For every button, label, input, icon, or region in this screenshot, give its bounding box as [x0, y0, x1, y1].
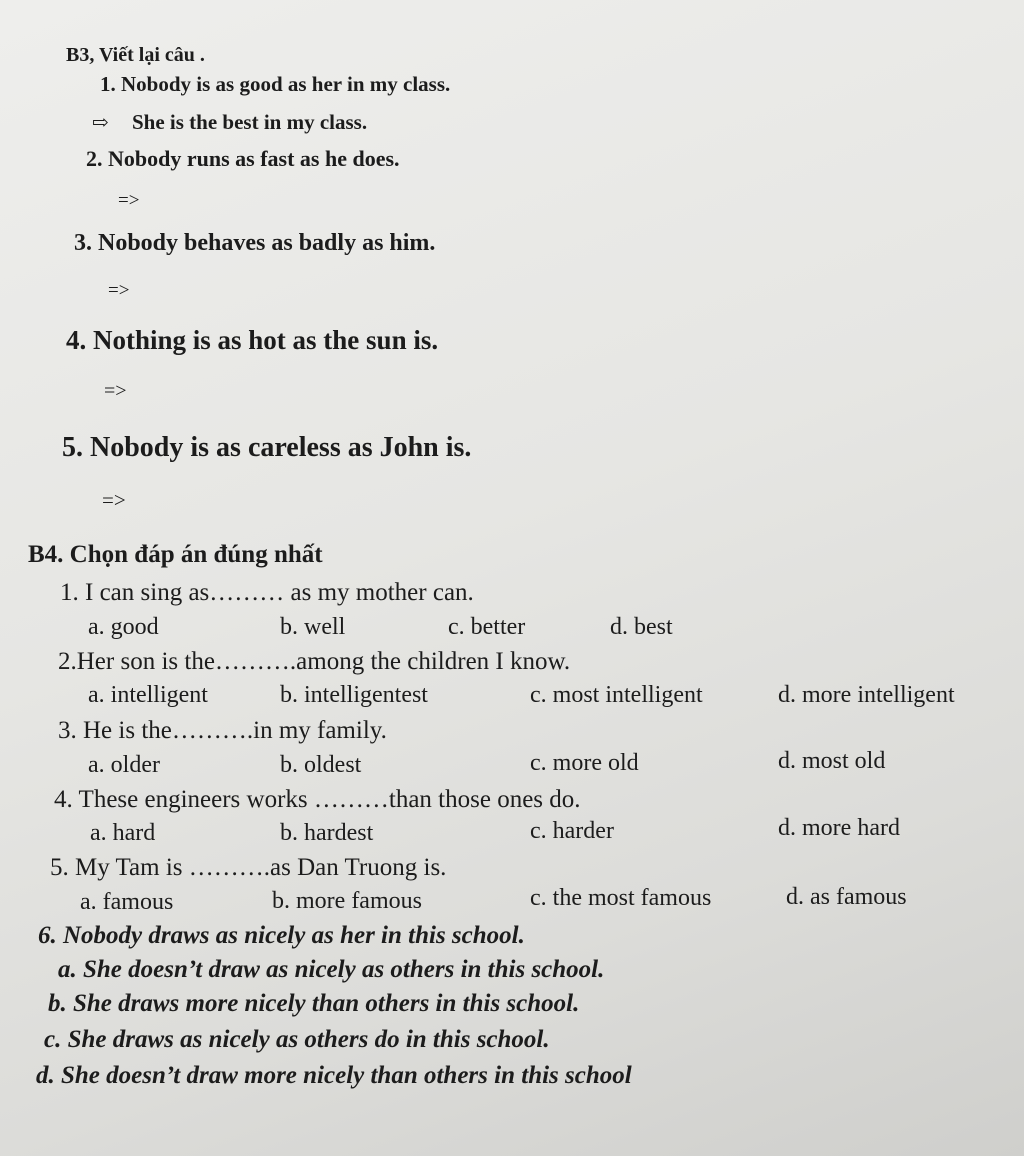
b4-q5-option-c: c. the most famous: [530, 885, 712, 911]
arrow-right-icon: ⇨: [92, 112, 109, 134]
b4-q1-option-d: d. best: [610, 614, 673, 640]
b4-q2-option-d: d. more intelligent: [778, 682, 955, 708]
b4-q1-option-b: b. well: [280, 614, 346, 640]
b4-q5-option-b: b. more famous: [272, 888, 422, 914]
b4-q6-option-b: b. She draws more nicely than others in this school.: [48, 990, 580, 1017]
b4-q1-option-a: a. good: [88, 614, 159, 640]
b4-q5-option-d: d. as famous: [786, 884, 907, 910]
b3-question-3: 3. Nobody behaves as badly as him.: [74, 230, 436, 256]
b3-question-5: 5. Nobody is as careless as John is.: [62, 432, 472, 463]
b4-question-3: 3. He is the……….in my family.: [58, 717, 387, 744]
b4-question-1: 1. I can sing as……… as my mother can.: [60, 579, 474, 606]
b4-q2-option-b: b. intelligentest: [280, 682, 428, 708]
b4-q1-option-c: c. better: [448, 614, 526, 640]
b3-answer-arrow-4: =>: [104, 380, 127, 402]
b4-q5-option-a: a. famous: [80, 889, 174, 915]
section-b3-heading: B3, Viết lại câu .: [66, 44, 205, 66]
b3-answer-arrow-2: =>: [118, 190, 140, 211]
b4-q3-option-b: b. oldest: [280, 752, 362, 778]
b4-question-4: 4. These engineers works ………than those ones do.: [54, 786, 581, 813]
b4-question-2: 2.Her son is the……….among the children I know.: [58, 648, 571, 675]
b4-q2-option-a: a. intelligent: [88, 682, 208, 708]
b4-q3-option-d: d. most old: [778, 748, 886, 774]
b3-answer-arrow-5: =>: [102, 488, 126, 512]
b3-example-question: 1. Nobody is as good as her in my class.: [100, 72, 451, 96]
b4-q2-option-c: c. most intelligent: [530, 682, 703, 708]
b4-q6-option-c: c. She draws as nicely as others do in this school.: [44, 1026, 550, 1053]
b4-q6-option-d: d. She doesn’t draw more nicely than others in this school: [36, 1062, 632, 1089]
b4-q6-option-a: a. She doesn’t draw as nicely as others in this school.: [58, 956, 605, 983]
b4-q4-option-d: d. more hard: [778, 815, 900, 841]
b4-q4-option-c: c. harder: [530, 818, 614, 844]
section-b4-heading: B4. Chọn đáp án đúng nhất: [28, 541, 323, 568]
b4-question-6: 6. Nobody draws as nicely as her in this school.: [38, 922, 525, 949]
b4-q3-option-a: a. older: [88, 752, 160, 778]
b4-q3-option-c: c. more old: [530, 750, 639, 776]
b3-question-2: 2. Nobody runs as fast as he does.: [86, 146, 400, 171]
b4-q4-option-a: a. hard: [90, 820, 156, 846]
b4-q4-option-b: b. hardest: [280, 820, 374, 846]
b3-answer-arrow-3: =>: [108, 280, 130, 301]
b4-question-5: 5. My Tam is ……….as Dan Truong is.: [50, 854, 447, 881]
b3-question-4: 4. Nothing is as hot as the sun is.: [66, 325, 439, 355]
b3-example-answer: She is the best in my class.: [132, 110, 368, 134]
